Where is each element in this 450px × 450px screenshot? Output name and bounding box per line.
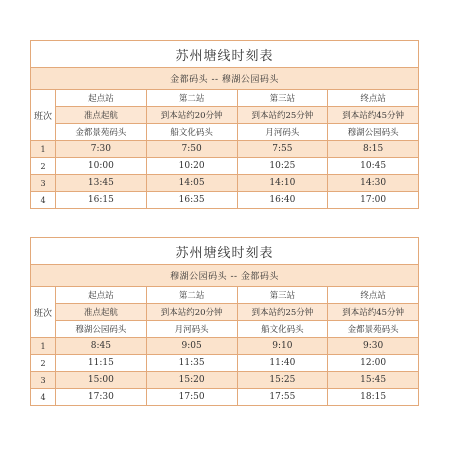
time-cell: 17:55 [237,389,328,406]
route-label: 金都码头 -- 穆湖公园码头 [31,68,419,90]
time-cell: 7:55 [237,141,328,158]
time-cell: 11:35 [146,355,237,372]
time-cell: 8:15 [328,141,419,158]
duration-header: 到本站约25分钟 [237,107,328,124]
time-cell: 7:30 [56,141,147,158]
stop-header: 第二站 [146,287,237,304]
table-row [31,158,419,175]
pier-header: 穆湖公园码头 [328,124,419,141]
time-cell: 17:50 [146,389,237,406]
row-number: 2 [31,158,56,175]
pier-header: 月河码头 [237,124,328,141]
time-cell: 8:45 [56,338,147,355]
duration-header: 准点起航 [56,107,147,124]
pier-header: 金都景苑码头 [328,321,419,338]
row-number: 1 [31,338,56,355]
time-cell: 15:45 [328,372,419,389]
time-cell: 16:40 [237,192,328,209]
timetable-outbound [30,40,419,209]
row-number: 1 [31,141,56,158]
row-number: 4 [31,389,56,406]
table-row [31,389,419,406]
row-number: 4 [31,192,56,209]
time-cell: 16:15 [56,192,147,209]
time-cell: 17:00 [328,192,419,209]
table-row [31,372,419,389]
duration-header: 到本站约25分钟 [237,304,328,321]
time-cell: 10:25 [237,158,328,175]
time-cell: 14:05 [146,175,237,192]
row-number: 2 [31,355,56,372]
time-cell: 18:15 [328,389,419,406]
stop-header: 终点站 [328,287,419,304]
timetable-return [30,237,419,406]
duration-header: 到本站约45分钟 [328,304,419,321]
time-cell: 9:30 [328,338,419,355]
time-cell: 15:20 [146,372,237,389]
stop-header: 终点站 [328,90,419,107]
column-index-header: 班次 [31,90,56,141]
stop-header: 第三站 [237,90,328,107]
time-cell: 11:15 [56,355,147,372]
row-number: 3 [31,372,56,389]
time-cell: 7:50 [146,141,237,158]
stop-header: 第二站 [146,90,237,107]
table-row [31,355,419,372]
time-cell: 9:05 [146,338,237,355]
time-cell: 14:10 [237,175,328,192]
time-cell: 10:45 [328,158,419,175]
time-cell: 13:45 [56,175,147,192]
stop-header: 起点站 [56,90,147,107]
pier-header: 穆湖公园码头 [56,321,147,338]
table-row [31,338,419,355]
route-label: 穆湖公园码头 -- 金都码头 [31,265,419,287]
duration-header: 准点起航 [56,304,147,321]
pier-header: 月河码头 [146,321,237,338]
table-row [31,141,419,158]
time-cell: 10:00 [56,158,147,175]
time-cell: 14:30 [328,175,419,192]
time-cell: 15:25 [237,372,328,389]
table-title: 苏州塘线时刻表 [31,238,419,265]
pier-header: 船文化码头 [237,321,328,338]
time-cell: 16:35 [146,192,237,209]
stop-header: 起点站 [56,287,147,304]
time-cell: 11:40 [237,355,328,372]
duration-header: 到本站约20分钟 [146,304,237,321]
pier-header: 船文化码头 [146,124,237,141]
table-row [31,192,419,209]
time-cell: 15:00 [56,372,147,389]
time-cell: 12:00 [328,355,419,372]
time-cell: 17:30 [56,389,147,406]
pier-header: 金都景苑码头 [56,124,147,141]
duration-header: 到本站约20分钟 [146,107,237,124]
duration-header: 到本站约45分钟 [328,107,419,124]
row-number: 3 [31,175,56,192]
table-row [31,175,419,192]
time-cell: 9:10 [237,338,328,355]
stop-header: 第三站 [237,287,328,304]
time-cell: 10:20 [146,158,237,175]
column-index-header: 班次 [31,287,56,338]
table-title: 苏州塘线时刻表 [31,41,419,68]
